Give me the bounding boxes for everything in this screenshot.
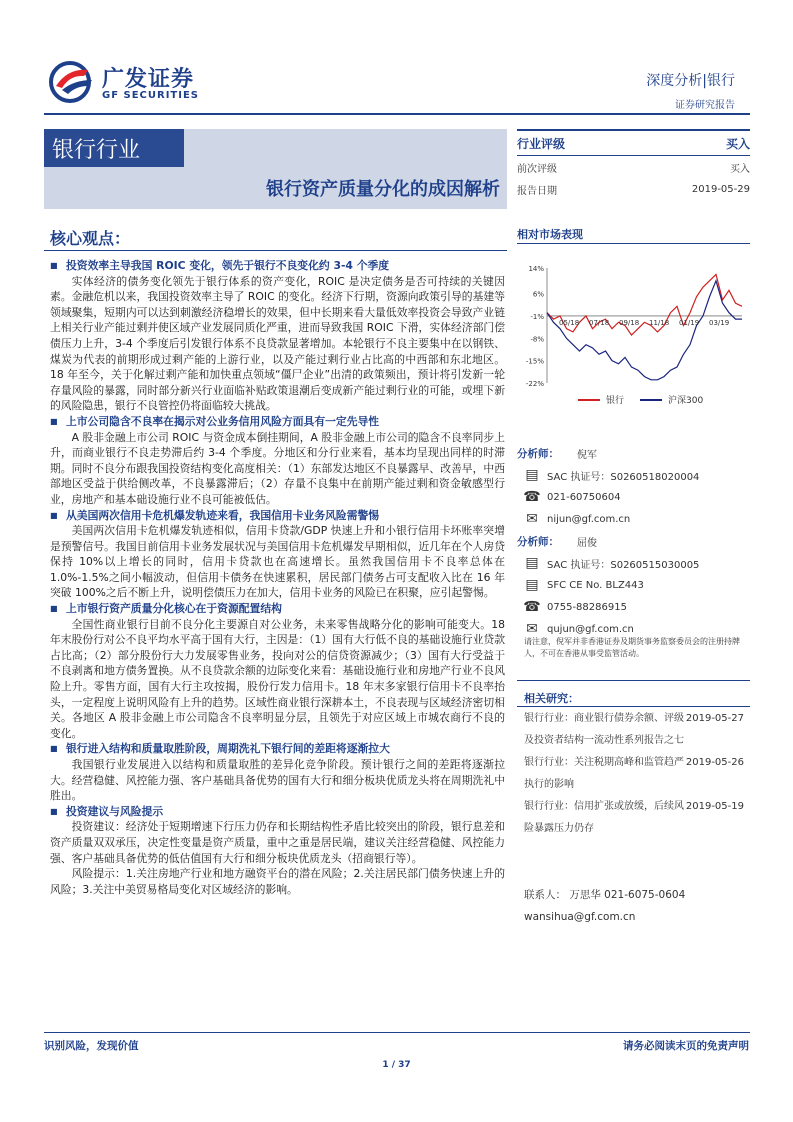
y-tick-label: -1% — [530, 312, 544, 321]
analyst-1-row — [517, 442, 750, 464]
page-number: 1 / 37 — [382, 1060, 411, 1070]
analyst-1-sac-row — [517, 464, 750, 486]
analyst-2-label: 分析师： — [517, 535, 559, 548]
legend-bank-label: 银行 — [606, 396, 625, 406]
header-divider — [44, 113, 750, 115]
analyst-note: 请注意，倪军并非香港证券及期货事务监察委员会的注册持牌人，不可在香港从事受监管活动。 — [524, 637, 740, 658]
analyst-1-phone-row — [517, 486, 750, 508]
industry-label: 银行行业 — [52, 138, 141, 163]
y-tick-label: -8% — [530, 335, 544, 344]
analyst-2-sac-row — [517, 552, 750, 574]
rating-label: 行业评级 — [517, 136, 566, 151]
prev-rating-row — [517, 156, 750, 178]
related-item-title: 银行行业：关注税期高峰和监管趋严执行的影响 — [524, 757, 684, 790]
section-title: ■ 投资效率主导我国 ROIC 变化，领先于银行不良变化约 3-4 个季度 — [50, 258, 505, 274]
section-title: ■ 上市公司隐含不良率在揭示对公业务信用风险方面具有一定先导性 — [50, 414, 505, 430]
related-item-date: 2019-05-19 — [685, 801, 744, 812]
section-text: 风险提示：1.关注房地产行业和地方融资平台的潜在风险；2.关注居民部门债务快速上升的风险；3.关注中美贸易格局变化对区域经济的影响。 — [50, 867, 505, 896]
section-text: 实体经济的债务变化领先于银行体系的资产变化，ROIC 是决定债务是否可持续的关键因素。金融危机以来，我国投资效率主导了 ROIC 的变化。经济下行期，资源向政策引导的基建等领域聚集，短期内可以达到刺激经济稳增长的效果，但中长期来看大量低效率投资会导致产业链上相关行业产能过剩并使区域产业发展同质化严重，进而导致我国 ROIC 下滑，实体经济部门偿债压力上升，3-4 个季度后引发银行体系不良贷款显著增加。本轮银行不良主要集中在以钢铁、煤炭为代表的前期形成过剩产能的上游行业，以及产能过剩行业占比高的中西部和东北地区。18 年至今，关于化解过剩产能和加快重点领域“僵尸企业”出清的政策频出，预计将引发新一轮存量风险的暴露，同时部分新兴行业面临补贴政策退潮后变成新产能过剩行业的可能，或埋下新的风险隐患，银行不良管控仍将面临较大挑战。 — [50, 274, 505, 413]
section-title: ■ 投资建议与风险提示 — [50, 804, 505, 820]
analyst-2-email: qujun@gf.com.cn — [547, 623, 634, 635]
rating-row — [517, 129, 750, 156]
related-item-title: 银行行业：信用扩张或放缓，后续风险暴露压力仍存 — [524, 801, 684, 834]
contact-label: 联系人： — [524, 889, 566, 901]
related-item-title: 银行行业：商业银行债券余额、评级及投资者结构一流动性系列报告之七 — [524, 713, 684, 746]
x-tick-label: 09/18 — [619, 318, 640, 327]
x-tick-label: 01/19 — [679, 318, 700, 327]
analyst-1-sac: SAC 执证号：S0260518020004 — [547, 471, 700, 483]
core-heading: 核心观点： — [50, 229, 131, 248]
market-heading: 相对市场表现 — [517, 228, 583, 241]
analyst-1-name: 倪军 — [577, 449, 597, 461]
related-item[interactable] — [524, 752, 744, 796]
section-text: 我国银行业发展进入以结构和质量取胜的差异化竞争阶段。预计银行之间的差距将逐渐拉大。经营稳健、风控能力强、客户基础具备优势的国有大行和细分板块优质龙头将在周期洗礼中胜出。 — [50, 758, 505, 803]
footer-divider — [44, 1032, 750, 1033]
date-value: 2019-05-29 — [691, 183, 750, 195]
analyst-block — [517, 442, 750, 640]
contact-block — [524, 884, 750, 928]
analyst-1-label: 分析师： — [517, 447, 559, 460]
analyst-2-sfc: SFC CE No. BLZ443 — [547, 579, 644, 591]
logo-text-cn: 广发证券 — [102, 67, 195, 92]
performance-chart — [517, 258, 750, 408]
x-tick-label: 07/18 — [589, 318, 610, 327]
id-card-icon: ▤ — [525, 555, 539, 571]
analyst-2-sfc-row — [517, 574, 750, 596]
related-divider — [517, 706, 750, 707]
gf-logo-icon — [48, 60, 98, 104]
date-row — [517, 178, 750, 200]
related-item[interactable] — [524, 708, 744, 752]
legend-index-label: 沪深300 — [668, 396, 704, 406]
chart-legend — [578, 393, 703, 406]
legend-bank-swatch — [578, 399, 600, 401]
analyst-2-phone: 0755-88286915 — [547, 601, 627, 613]
related-item-date: 2019-05-26 — [685, 757, 744, 768]
id-card-icon: ▤ — [525, 467, 539, 483]
report-type: 深度分析|银行 — [646, 73, 735, 89]
core-divider — [44, 250, 507, 251]
x-tick-label: 03/19 — [709, 318, 730, 327]
y-tick-label: 6% — [532, 290, 544, 299]
analyst-2-sac: SAC 执证号：S0260515030005 — [547, 559, 700, 571]
rating-value: 买入 — [725, 136, 750, 151]
y-tick-label: -22% — [525, 380, 544, 388]
related-heading: 相关研究： — [524, 692, 579, 705]
section-title: ■ 银行进入结构和质量取胜阶段，周期洗礼下银行间的差距将逐渐拉大 — [50, 741, 505, 757]
analyst-2-phone-row — [517, 596, 750, 618]
related-top-divider — [517, 680, 750, 681]
footer-slogan: 识别风险，发现价值 — [44, 1040, 139, 1052]
section-text: 全国性商业银行目前不良分化主要源自对公业务，未来零售战略分化的影响可能变大。18 年末股份行对公不良平均水平高于国有大行，主因是：（1）国有大行低不良的基础设施行业贷款占比高；（2）部分股份行大力发展零售业务，投向对公的信贷资源减少；（3）国有大行受益于不良剥离和地方债务置换。从不良贷款余额的边际变化来看：基础设施行业和房地产行业不良风险上升。零售方面，国有大行主攻按揭，股份行发力信用卡。18 年末多家银行信用卡不良率抬头，一定程度上说明风险有上升的趋势。区域性商业银行深耕本土，不良表现与区域经济密切相关。各地区 A 股非金融上市公司隐含不良率明显分层，且领先于对应区域上市城农商行不良的变化。 — [50, 617, 505, 740]
analyst-1-phone: 021-60750604 — [547, 491, 621, 503]
y-tick-label: -15% — [525, 357, 544, 366]
x-tick-label: 05/18 — [559, 318, 580, 327]
section-title: ■ 从美国两次信用卡危机爆发轨迹来看，我国信用卡业务风险需警惕 — [50, 508, 505, 524]
email-icon: ✉ — [526, 621, 538, 637]
logo-text-en: GF SECURITIES — [102, 90, 200, 101]
phone-icon: ☎ — [523, 489, 541, 505]
related-item-date: 2019-05-27 — [685, 713, 744, 724]
section-text: A 股非金融上市公司 ROIC 与资金成本倒挂期间，A 股非金融上市公司的隐含不良率同步上升，而商业银行不良走势滞后约 3-4 个季度。分地区和分行业来看，基本均呈现出同样的时滞期。同时不良分布跟我国投资结构变化高度相关：（1）东部发达地区不良暴露早、改善早，中西部地区受益于供给侧改革，不良暴露滞后；（2）存量不良集中在前期产能过剩和资金敏感型行业，房地产和基本础设施行业不良可能被低估。 — [50, 430, 505, 506]
analyst-1-email-row — [517, 508, 750, 530]
y-tick-label: 14% — [528, 265, 544, 273]
prev-rating-value: 买入 — [730, 163, 750, 175]
contact-row — [524, 884, 750, 906]
analyst-1-email: nijun@gf.com.cn — [547, 513, 631, 525]
date-label: 报告日期 — [517, 185, 557, 197]
related-list — [524, 708, 744, 840]
market-divider — [517, 243, 750, 244]
contact-email: wansihua@gf.com.cn — [524, 911, 636, 923]
report-class: 证券研究报告 — [675, 100, 735, 111]
legend-index-swatch — [640, 399, 662, 401]
core-body — [50, 258, 505, 897]
report-title: 银行资产质量分化的成因解析 — [266, 179, 500, 200]
section-text: 投资建议：经济处于短期增速下行压力仍存和长期结构性矛盾比较突出的阶段，银行息差和资产质量双双承压，决定性变量是资产质量，重中之重是居民端，建议关注经营稳健、风控能力强、客户基础具备优势的低估值国有大行和细分板块优质龙头（招商银行等）。 — [50, 820, 505, 865]
id-card-icon: ▤ — [525, 577, 539, 593]
section-title: ■ 上市银行资产质量分化核心在于资源配置结构 — [50, 601, 505, 617]
analyst-2-row — [517, 530, 750, 552]
footer-disclaimer: 请务必阅读末页的免责声明 — [623, 1040, 749, 1052]
rating-table — [517, 129, 750, 200]
x-tick-label: 11/18 — [649, 318, 670, 327]
email-icon: ✉ — [526, 511, 538, 527]
series-line — [547, 281, 742, 380]
contact-name-phone: 万思华 021-6075-0604 — [569, 889, 686, 901]
analyst-2-name: 屈俊 — [577, 537, 597, 549]
related-item[interactable] — [524, 796, 744, 840]
phone-icon: ☎ — [523, 599, 541, 615]
prev-rating-label: 前次评级 — [517, 163, 557, 175]
section-text: 美国两次信用卡危机爆发轨迹相似，信用卡贷款/GDP 快速上升和小银行信用卡坏账率突增是预警信号。我国目前信用卡业务发展状况与美国信用卡危机爆发早期相似，近几年在个人房贷保持 10%以上增长的同时，信用卡贷款也在高速增长。虽然我国信用卡不良率总体在 1.0%-1.5%之间小幅波动，但信用卡债务在快速累积，居民部门债务占可支配收入比在 16 年突破 100%之后不断上升，说明偿债压力在加大，信用卡业务的风险已在积聚，应引起警惕。 — [50, 524, 505, 600]
